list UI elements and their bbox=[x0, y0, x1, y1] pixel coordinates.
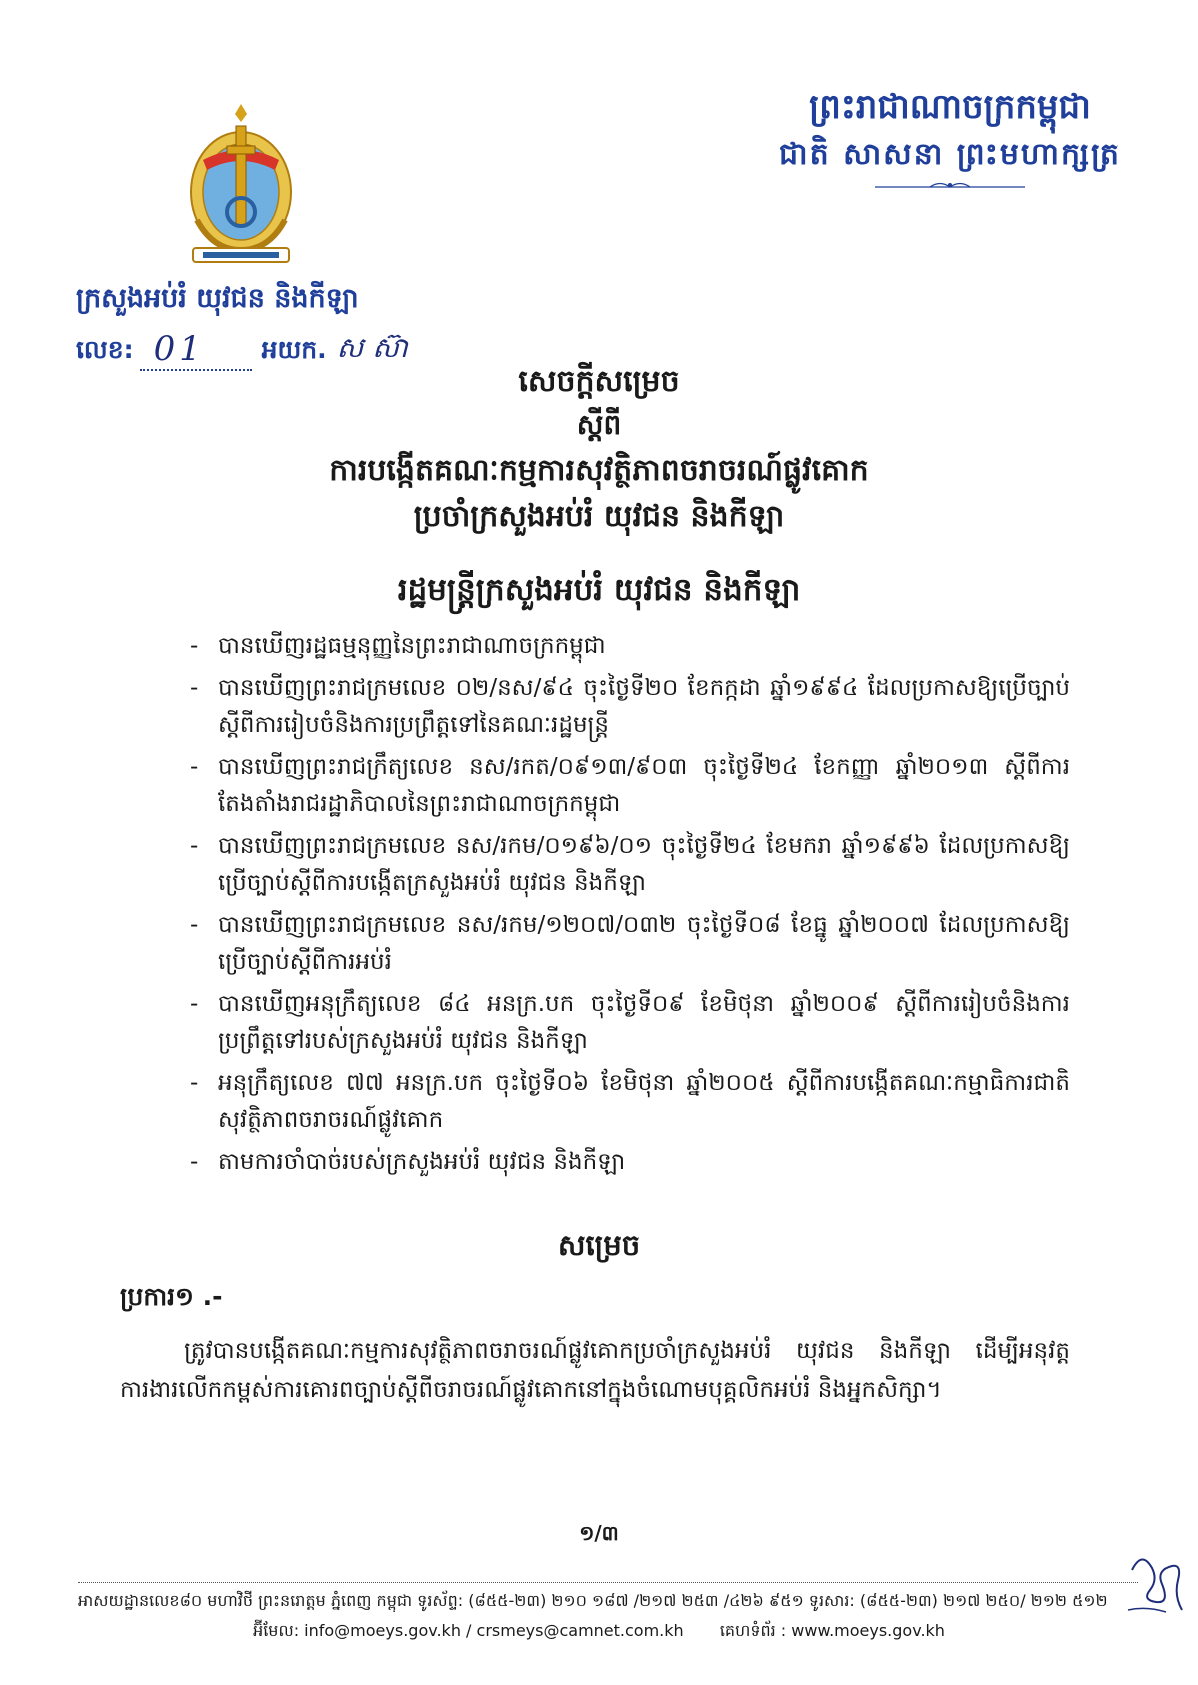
email-link[interactable]: info@moeys.gov.kh / crsmeys@camnet.com.kh bbox=[304, 1621, 684, 1640]
website-link[interactable]: www.moeys.gov.kh bbox=[791, 1621, 945, 1640]
email-label: អ៊ីមែល: bbox=[253, 1621, 300, 1640]
authority-title: រដ្ឋមន្ត្រីក្រសួងអប់រំ យុវជន និងកីឡា bbox=[397, 572, 801, 608]
list-item: - បានឃើញព្រះរាជក្រមលេខ នស/រកម/១២០៧/០៣២ ចុះថ្ងៃទី០៨ ខែធ្នូ ឆ្នាំ២០០៧ ដែលប្រកាសឱ្យប្រើច្បាប់ស្តីពីការអប់រំ bbox=[190, 912, 1070, 975]
article-label: ប្រការ១ .- bbox=[120, 1282, 223, 1311]
footer-address: អាសយដ្ឋានលេខ៨០ មហាវិថី ព្រះនរោត្តម ភ្នំពេញ កម្ពុជា ទូរស័ព្ទ: (៨៥៥-២៣) ២១០ ១៨៧ /២១៧ ២៥៣ /៤២៦ ៩៥១ ទូរសារ: (៨៥៥-២៣) ២១៧ ២៥០/ ២១២ ៥១២ bbox=[78, 1591, 1108, 1610]
ref-number: 01 bbox=[153, 329, 205, 369]
website-label: គេហទំព័រ : bbox=[719, 1621, 787, 1640]
footer-contacts bbox=[0, 1620, 1198, 1642]
signature-initials-icon bbox=[1122, 1540, 1188, 1616]
royal-coat-of-arms-icon bbox=[183, 100, 299, 270]
decision-heading: សម្រេច bbox=[557, 1228, 641, 1262]
ref-handwritten: ស ស៊ា bbox=[336, 331, 408, 364]
ref-label: លេខ: bbox=[76, 335, 134, 364]
document-type-title: សេចក្តីសម្រេច bbox=[518, 364, 680, 399]
subject-line-1: ការបង្កើតគណៈកម្មការសុវត្ថិភាពចរាចរណ៍ផ្លូវគោក bbox=[329, 453, 869, 488]
about-label: ស្តីពី bbox=[576, 408, 622, 441]
list-item: - បានឃើញព្រះរាជក្រឹត្យលេខ នស/រកត/០៩១៣/៩០៣ ចុះថ្ងៃទី២៤ ខែកញ្ញា ឆ្នាំ២០១៣ ស្តីពីការតែងតាំងរាជរដ្ឋាភិបាលនៃព្រះរាជាណាចក្រកម្ពុជា bbox=[190, 754, 1070, 817]
ministry-name: ក្រសួងអប់រំ យុវជន និងកីឡា bbox=[76, 283, 359, 314]
list-item: - តាមការចាំបាច់របស់ក្រសួងអប់រំ យុវជន និងកីឡា bbox=[190, 1149, 626, 1175]
kingdom-title: ព្រះរាជាណាចក្រកម្ពុជា bbox=[809, 87, 1091, 127]
article-text: ត្រូវបានបង្កើតគណៈកម្មការសុវត្ថិភាពចរាចរណ៍ផ្លូវគោកប្រចាំក្រសួងអប់រំ យុវជន និងកីឡា ដើម្បីអនុវត្តការងារលើកកម្ពស់ការគោរពច្បាប់ស្តីពីចរាចរណ៍ផ្លូវគោកនៅក្នុងចំណោមបុគ្គលិកអប់រំ និងអ្នកសិក្សា។ bbox=[120, 1338, 1070, 1403]
considerations-list bbox=[190, 628, 1070, 1186]
list-item: - អនុក្រឹត្យលេខ ៧៧ អនក្រ.បក ចុះថ្ងៃទី០៦ ខែមិថុនា ឆ្នាំ២០០៥ ស្តីពីការបង្កើតគណៈកម្មាធិការជាតិសុវត្ថិភាពចរាចរណ៍ផ្លូវគោក bbox=[190, 1070, 1070, 1133]
list-item: - បានឃើញព្រះរាជក្រមលេខ នស/រកម/០១៩៦/០១ ចុះថ្ងៃទី២៤ ខែមករា ឆ្នាំ១៩៩៦ ដែលប្រកាសឱ្យប្រើច្បាប់ស្តីពីការបង្កើតក្រសួងអប់រំ យុវជន និងកីឡា bbox=[190, 833, 1070, 896]
kingdom-heading bbox=[760, 82, 1140, 192]
ref-code: អយក. bbox=[261, 335, 327, 364]
list-item: - បានឃើញព្រះរាជក្រមលេខ ០២/នស/៩៤ ចុះថ្ងៃទី២០ ខែកក្កដា ឆ្នាំ១៩៩៤ ដែលប្រកាសឱ្យប្រើច្បាប់ស្តីពីការរៀបចំនិងការប្រព្រឹត្តទៅនៃគណៈរដ្ឋមន្ត្រី bbox=[190, 675, 1070, 738]
national-motto: ជាតិ សាសនា ព្រះមហាក្សត្រ bbox=[779, 137, 1121, 172]
list-item: - បានឃើញអនុក្រឹត្យលេខ ៨៤ អនក្រ.បក ចុះថ្ងៃទី០៩ ខែមិថុនា ឆ្នាំ២០០៩ ស្តីពីការរៀបចំនិងការប្រព្រឹត្តទៅរបស់ក្រសួងអប់រំ យុវជន និងកីឡា bbox=[190, 991, 1070, 1054]
list-item: - បានឃើញរដ្ឋធម្មនុញ្ញនៃព្រះរាជាណាចក្រកម្ពុជា bbox=[190, 633, 606, 659]
footer-divider bbox=[78, 1582, 1138, 1583]
page-number: ១/៣ bbox=[579, 1521, 619, 1545]
ornament-divider-icon bbox=[875, 180, 1025, 192]
subject-line-2: ប្រចាំក្រសួងអប់រំ យុវជន និងកីឡា bbox=[413, 499, 785, 534]
